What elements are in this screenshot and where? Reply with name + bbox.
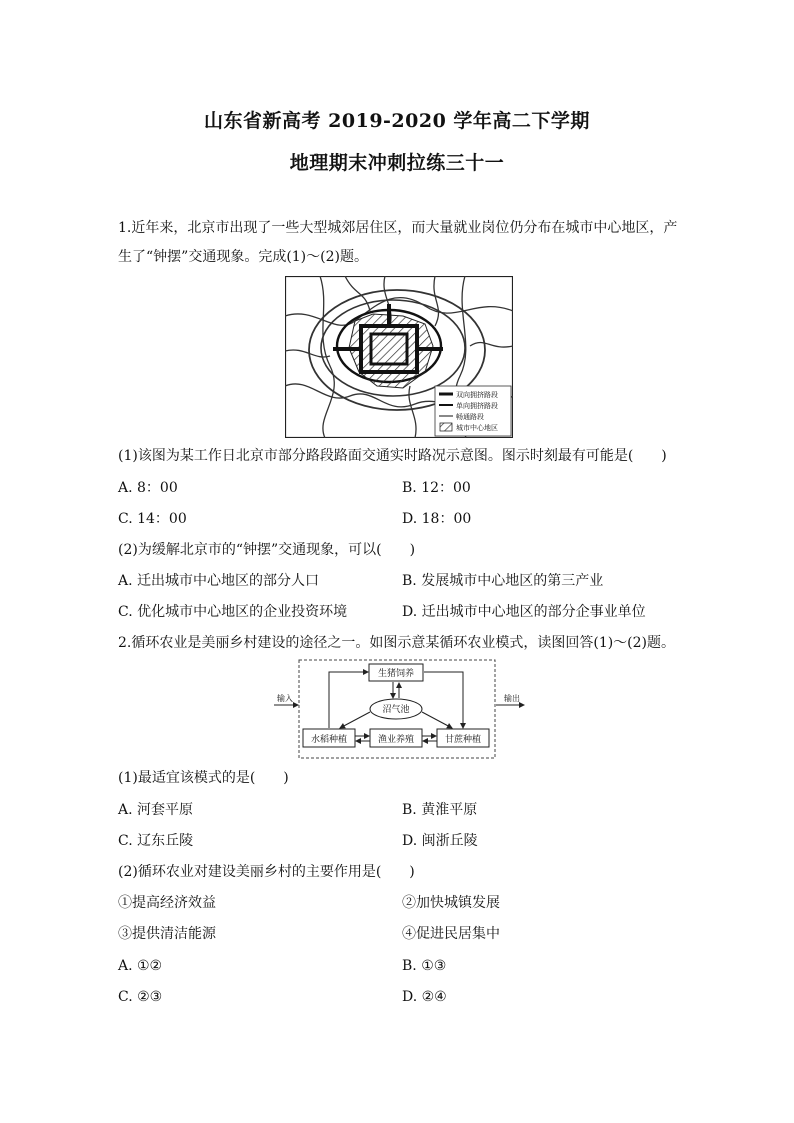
q2-stem: 2.循环农业是美丽乡村建设的途径之一。如图示意某循环农业模式，读图回答(1)～(2)题。 — [118, 635, 676, 651]
fishery-box: 渔业养殖 — [377, 735, 415, 745]
legend-clear: 畅通路段 — [456, 413, 484, 421]
q1-sub2-text: (2)为缓解北京市的“钟摆”交通现象，可以( ) — [118, 542, 416, 558]
page-title-line2: 地理期末冲刺拉练三十一 — [289, 152, 505, 174]
output-label: 输出 — [504, 694, 520, 703]
q1-sub1-text: (1)该图为某工作日北京市部分路段路面交通实时路况示意图。图示时刻最有可能是( ) — [118, 448, 667, 464]
q2-sub1-option-a: A. 河套平原 — [118, 802, 194, 818]
beijing-traffic-map — [285, 276, 513, 438]
legend-two-way: 双向拥挤路段 — [456, 391, 498, 399]
q1-sub1-option-d: D. 18：00 — [402, 511, 472, 527]
q2-statement-1: ①提高经济效益 — [118, 895, 216, 911]
q2-statement-3: ③提供清洁能源 — [118, 926, 216, 942]
q2-sub1-option-c: C. 辽东丘陵 — [118, 833, 194, 849]
q2-sub2-option-a: A. ①② — [118, 958, 163, 974]
q1-sub1-option-c: C. 14：00 — [118, 511, 187, 527]
q2-statement-2: ②加快城镇发展 — [402, 895, 500, 911]
q2-sub1-option-b: B. 黄淮平原 — [402, 802, 478, 818]
q1-stem-line1: 1.近年来，北京市出现了一些大型城郊居住区，而大量就业岗位仍分布在城市中心地区，产 — [118, 220, 678, 236]
q1-sub2-option-b: B. 发展城市中心地区的第三产业 — [402, 573, 604, 589]
q1-sub1-option-a: A. 8：00 — [118, 480, 178, 496]
legend-one-way: 单向拥挤路段 — [456, 402, 498, 410]
sugarcane-box: 甘蔗种植 — [444, 735, 482, 745]
input-label: 输入 — [277, 694, 293, 703]
legend-center: 城市中心地区 — [456, 424, 498, 432]
circular-agriculture-diagram — [272, 657, 526, 761]
q2-sub2-text: (2)循环农业对建设美丽乡村的主要作用是( ) — [118, 864, 415, 880]
page-title-line1: 山东省新高考 2019-2020 学年高二下学期 — [204, 110, 590, 132]
rice-planting-box: 水稻种植 — [310, 735, 348, 745]
biogas-pool: 沼气池 — [382, 705, 410, 715]
q2-sub2-option-d: D. ②④ — [402, 989, 447, 1005]
pig-farming-box: 生猪饲养 — [377, 669, 415, 679]
q2-sub1-option-d: D. 闽浙丘陵 — [402, 833, 478, 849]
q1-sub2-option-d: D. 迁出城市中心地区的部分企事业单位 — [402, 604, 646, 620]
q2-sub1-text: (1)最适宜该模式的是( ) — [118, 770, 289, 786]
q1-sub2-option-a: A. 迁出城市中心地区的部分人口 — [118, 573, 320, 589]
q2-sub2-option-b: B. ①③ — [402, 958, 447, 974]
q2-sub2-option-c: C. ②③ — [118, 989, 163, 1005]
q1-sub1-option-b: B. 12：00 — [402, 480, 471, 496]
q2-statement-4: ④促进民居集中 — [402, 926, 500, 942]
q1-sub2-option-c: C. 优化城市中心地区的企业投资环境 — [118, 604, 348, 620]
q1-stem-line2: 生了“钟摆”交通现象。完成(1)～(2)题。 — [118, 249, 368, 265]
